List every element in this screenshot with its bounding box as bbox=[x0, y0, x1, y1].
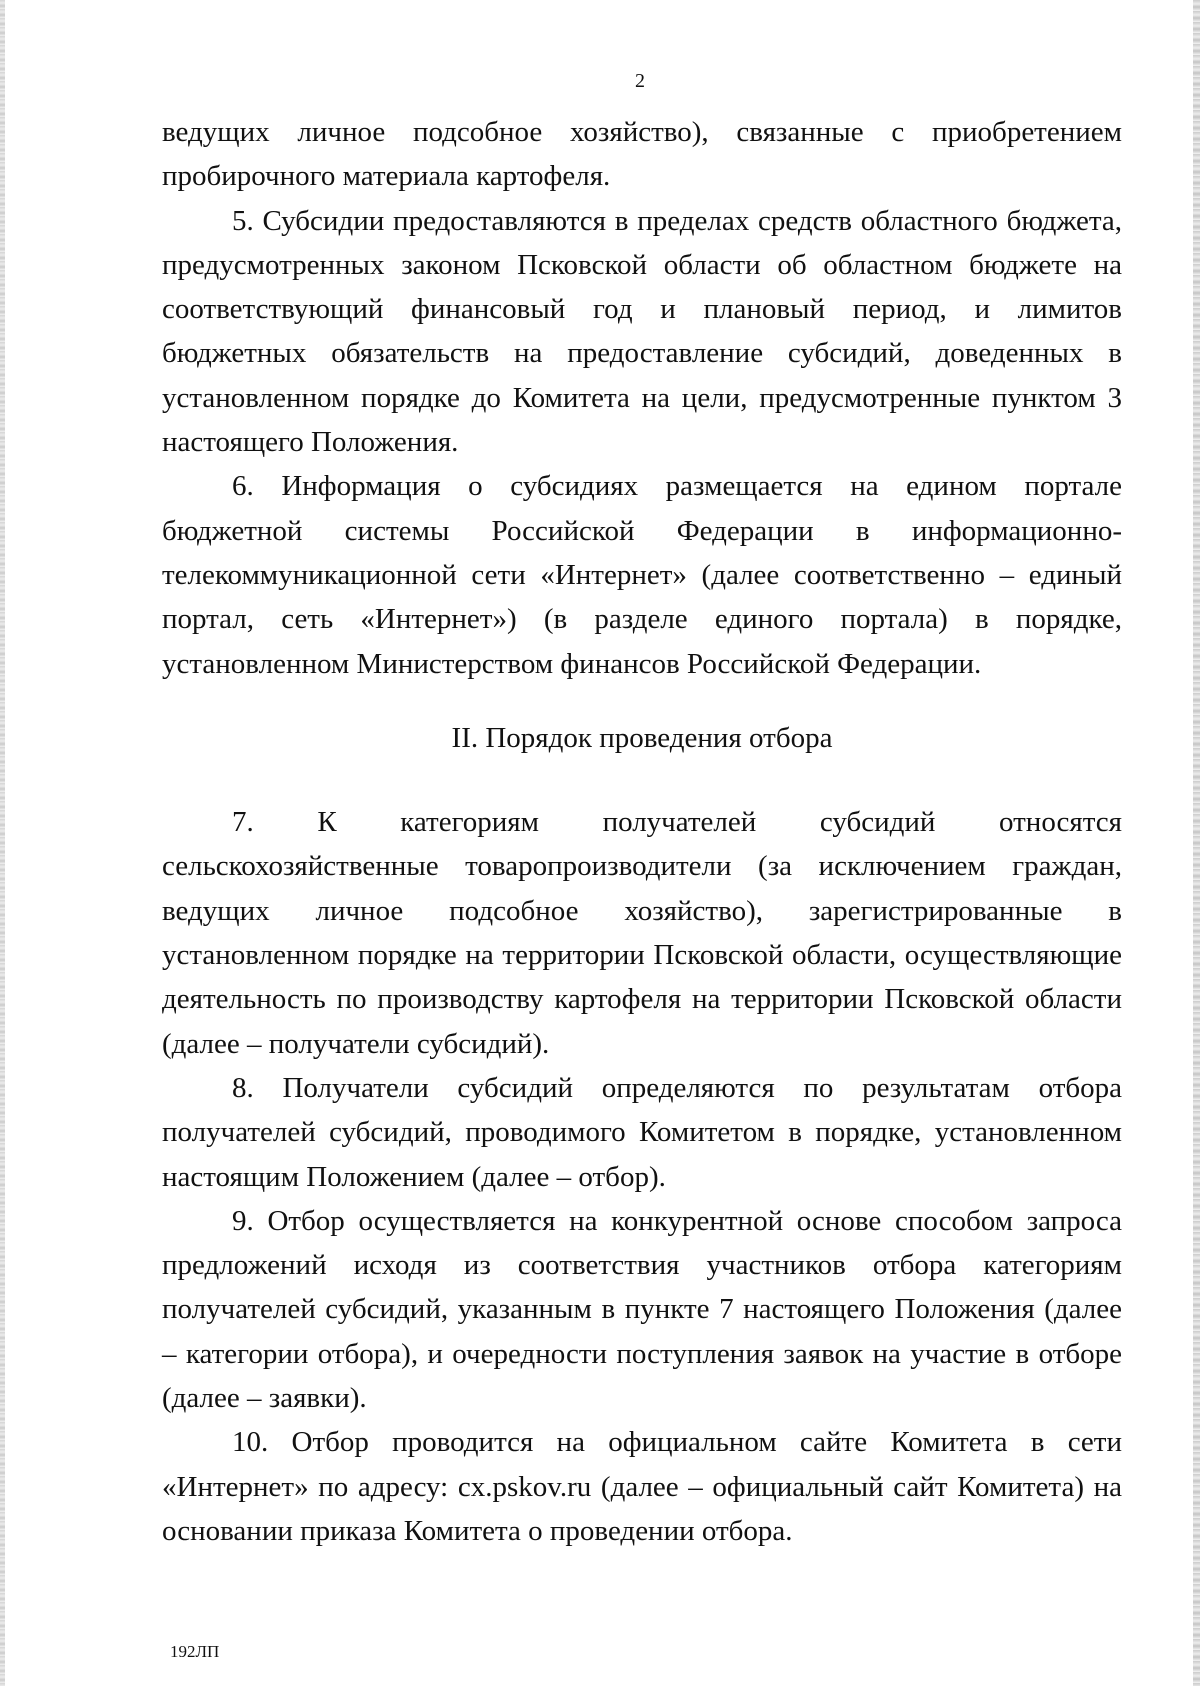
section-heading: II. Порядок проведения отбора bbox=[451, 721, 833, 754]
scan-edge-left bbox=[0, 0, 5, 1686]
paragraph-8: 8. Получатели субсидий определяются по результатам отбора получателей субсидий, проводимого Комитетом в порядке, установленном настоящим Положением (далее – отбор). bbox=[162, 1071, 1122, 1193]
document-code: 192ЛП bbox=[170, 1642, 220, 1661]
scan-edge-right bbox=[1193, 0, 1200, 1686]
paragraph-10: 10. Отбор проводится на официальном сайте Комитета в сети «Интернет» по адресу: cx.pskov.ru (далее – официальный сайт Комитета) на основании приказа Комитета о проведении отбора. bbox=[162, 1426, 1122, 1547]
paragraph-6: 6. Информация о субсидиях размещается на едином портале бюджетной системы Российской Федерации в информационно-телекоммуникационной сети «Интернет» (далее соответственно – единый портал, сеть «Интернет») (в разделе единого портала) в порядке, установленном Министерством финансов Российской Федерации. bbox=[162, 470, 1122, 680]
document-body bbox=[162, 110, 1122, 1553]
page-number: 2 bbox=[635, 70, 645, 92]
paragraph-7: 7. К категориям получателей субсидий относятся сельскохозяйственные товаропроизводители (за исключением граждан, ведущих личное подсобное хозяйство), зарегистрированные в установленном порядке на территории Псковской области, осуществляющие деятельность по производству картофеля на территории Псковской области (далее – получатели субсидий). bbox=[162, 806, 1122, 1060]
paragraph-9: 9. Отбор осуществляется на конкурентной основе способом запроса предложений исходя из соответствия участников отбора категориям получателей субсидий, указанным в пункте 7 настоящего Положения (далее – категории отбора), и очередности поступления заявок на участие в отборе (далее – заявки). bbox=[162, 1204, 1122, 1415]
paragraph-continuation: ведущих личное подсобное хозяйство), связанные с приобретением пробирочного материала картофеля. bbox=[162, 116, 1122, 193]
paragraph-5: 5. Субсидии предоставляются в пределах средств областного бюджета, предусмотренных законом Псковской области об областном бюджете на соответствующий финансовый год и плановый период, и лимитов бюджетных обязательств на предоставление субсидий, доведенных в установленном порядке до Комитета на цели, предусмотренные пунктом 3 настоящего Положения. bbox=[162, 204, 1122, 459]
